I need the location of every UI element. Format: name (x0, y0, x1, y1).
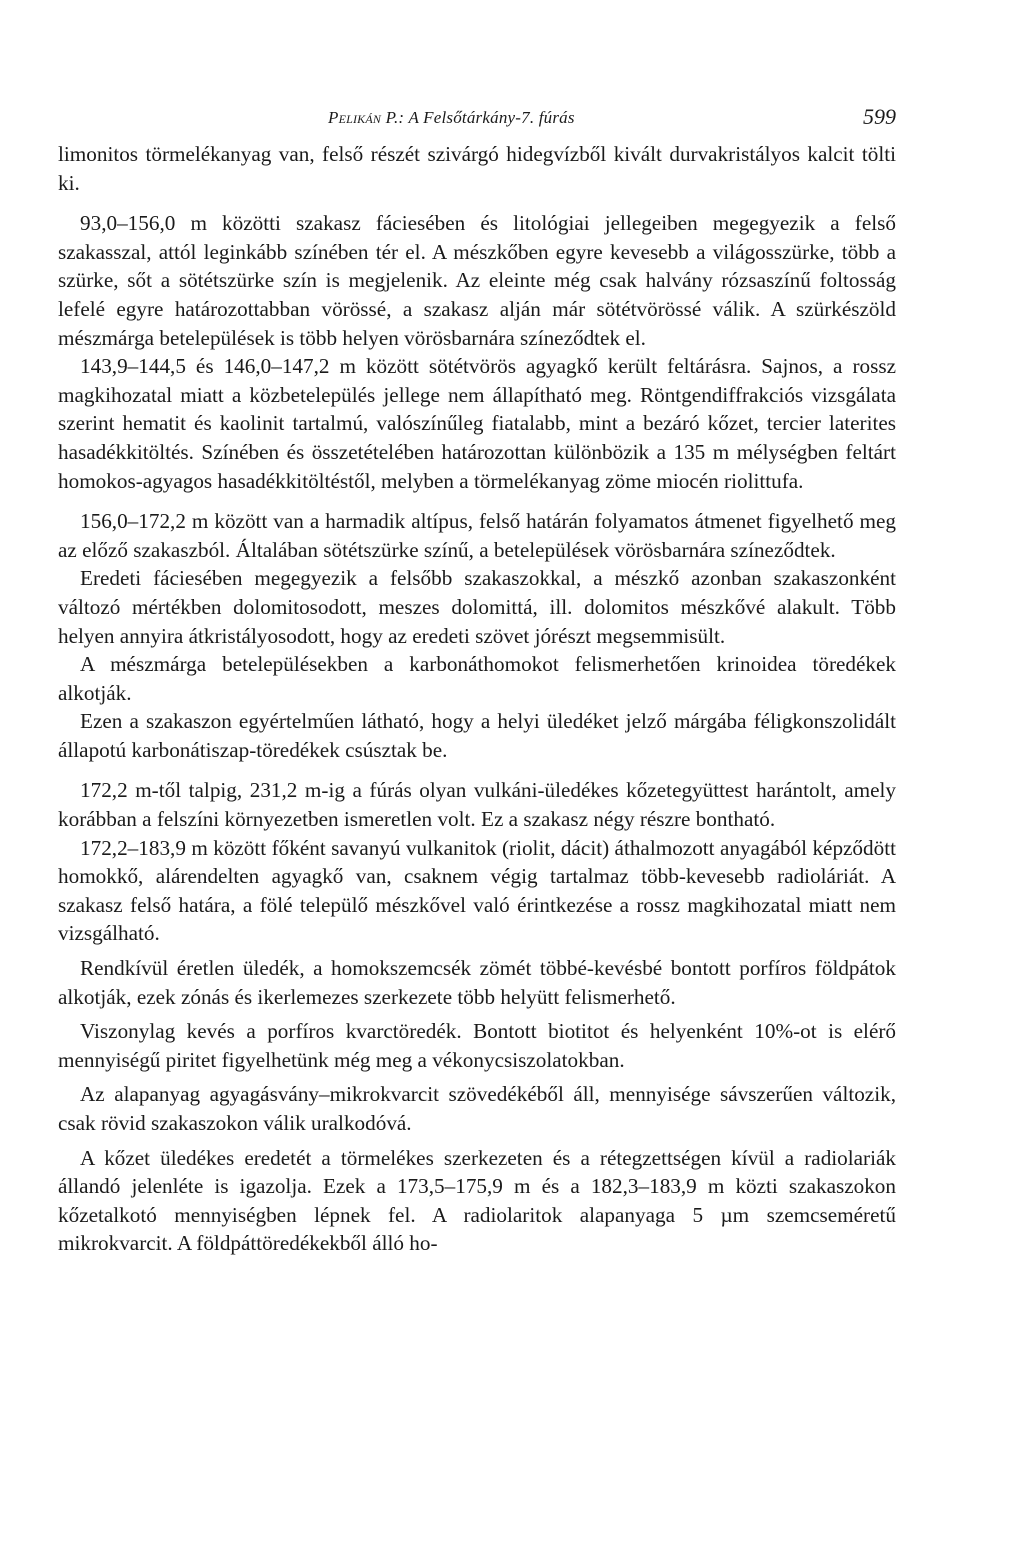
paragraph: Az alapanyag agyagásvány–mikrokvarcit szövedékéből áll, mennyisége sávszerűen változik, csak rövid szakaszokon válik uralkodóvá. (58, 1082, 896, 1135)
paragraph: 172,2–183,9 m között főként savanyú vulkanitok (riolit, dácit) áthalmozott anyagából képződött homokkő, alárendelten agyagkő van, csaknem végig tartalmaz több-kevesebb radioláriát. A szakasz felső határa, a fölé települő mészkővel való érintkezése a rossz magkihozatal miatt nem vizsgálható. (58, 835, 896, 946)
running-head-author: Pelikán P.: (328, 108, 405, 127)
paragraph-continuation: limonitos törmelékanyag van, felső részét szivárgó hidegvízből kivált durvakristályos kalcit tölti ki. (58, 142, 896, 195)
paragraph: Viszonylag kevés a porfíros kvarctöredék. Bontott biotitot és helyenként 10%-ot is elérő mennyiségű piritet figyelhetünk még meg a vékonycsiszolatokban. (58, 1019, 896, 1072)
page-number: 599 (863, 104, 896, 129)
running-head-article-title: A Felsőtárkány-7. fúrás (408, 108, 575, 127)
paragraph: 93,0–156,0 m közötti szakasz fáciesében és litológiai jellegeiben megegyezik a felső szakasszal, attól leginkább színében tér el. A mészkőben egyre kevesebb a világosszürke, több a szürke, sőt a sötétszürke szín is megjelenik. Az eleinte még csak halvány rózsaszínű foltosság lefelé egyre határozottabban vörössé, a szakasz alján már sötétvörössé válik. A szürkészöld mészmárga betelepülések is több helyen vörösbarnára színeződtek el. (58, 211, 896, 350)
paragraph: 156,0–172,2 m között van a harmadik altípus, felső határán folyamatos átmenet figyelhető meg az előző szakaszból. Általában sötétszürke színű, a betelepülések vörösbarnára színeződtek. (58, 509, 896, 562)
paragraph: Rendkívül éretlen üledék, a homokszemcsék zömét többé-kevésbé bontott porfíros földpátok alkotják, ezek zónás és ikerlemezes szerkezete több helyütt felismerhető. (58, 956, 896, 1009)
running-head-title (328, 108, 575, 128)
paragraph: Ezen a szakaszon egyértelműen látható, hogy a helyi üledéket jelző márgába féligkonszolidált állapotú karbonátiszap-töredékek csúsztak be. (58, 709, 896, 762)
body-text (58, 140, 896, 1258)
running-head (58, 100, 896, 140)
paragraph: 143,9–144,5 és 146,0–147,2 m között sötétvörös agyagkő került feltárásra. Sajnos, a rossz magkihozatal miatt a közbetelepülés jellege nem állapítható meg. Röntgendiffrakciós vizsgálata szerint hematit és kaolinit tartalmú, valószínűleg fiatalabb, mint a bezáró kőzet, tercier laterites hasadékkitöltés. Színében és összetételében határozottan különbözik a 135 m mélységben feltárt homokos-agyagos hasadékkitöltéstől, melyben a törmelékanyag zöme miocén riolittufa. (58, 354, 896, 493)
paragraph: A kőzet üledékes eredetét a törmelékes szerkezeten és a rétegzettségen kívül a radiolariák állandó jelenléte is igazolja. Ezek a 173,5–175,9 m és a 182,3–183,9 m közti szakaszokon kőzetalkotó mennyiségben lépnek fel. A radiolaritok alapanyaga 5 µm szemcseméretű mikrokvarcit. A földpáttöredékekből álló ho- (58, 1145, 896, 1256)
paragraph: 172,2 m-től talpig, 231,2 m-ig a fúrás olyan vulkáni-üledékes kőzetegyüttest harántolt, amely korábban a felszíni környezetben ismeretlen volt. Ez a szakasz négy részre bontható. (58, 778, 896, 832)
paragraph: Eredeti fáciesében megegyezik a felsőbb szakaszokkal, a mészkő azonban szakaszonként változó mértékben dolomitosodott, meszes dolomittá, ill. dolomitos mészkővé alakult. Több helyen annyira átkristályosodott, hogy az eredeti szövet jórészt megsemmisült. (58, 566, 896, 648)
paragraph: A mészmárga betelepülésekben a karbonáthomokot felismerhetően krinoidea töredékek alkotják. (58, 652, 896, 705)
document-page (58, 100, 896, 1258)
